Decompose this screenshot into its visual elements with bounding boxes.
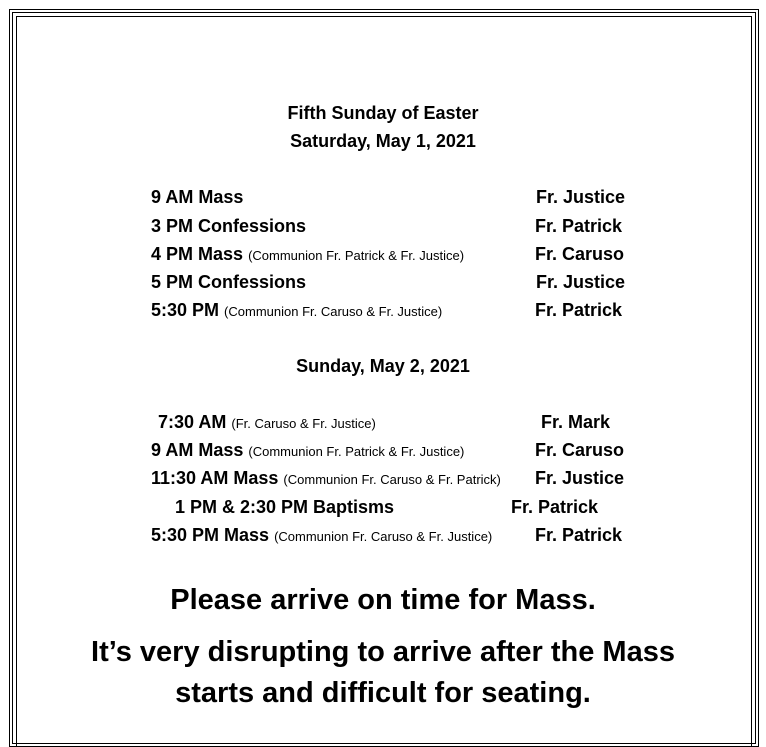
saturday-date-heading: Saturday, May 1, 2021	[290, 131, 476, 151]
saturday-row-1-priest: Fr. Justice	[536, 187, 626, 207]
saturday-row-4-time: 5 PM Confessions	[151, 272, 307, 292]
sunday-row-1-priest: Fr. Mark	[541, 412, 611, 432]
sunday-row-1-time: 7:30 AM (Fr. Caruso & Fr. Justice)	[158, 412, 376, 432]
saturday-row-5-priest: Fr. Patrick	[535, 300, 623, 320]
sunday-row-2-note: (Communion Fr. Patrick & Fr. Justice)	[248, 444, 465, 459]
sunday-date-heading: Sunday, May 2, 2021	[296, 356, 470, 376]
page-title: Fifth Sunday of Easter	[287, 103, 479, 123]
notice-line-3: starts and difficult for seating.	[175, 677, 591, 709]
sunday-row-5-priest: Fr. Patrick	[535, 525, 623, 545]
notice-line-1: Please arrive on time for Mass.	[170, 584, 596, 616]
saturday-row-4-priest: Fr. Justice	[536, 272, 626, 292]
notice-line-2: It’s very disrupting to arrive after the Mass	[91, 636, 675, 668]
sunday-row-3-note: (Communion Fr. Caruso & Fr. Patrick)	[283, 472, 501, 487]
sunday-row-3-priest: Fr. Justice	[535, 468, 625, 488]
saturday-row-1-time: 9 AM Mass	[151, 187, 244, 207]
sunday-row-2-priest: Fr. Caruso	[535, 440, 625, 460]
sunday-row-5-time: 5:30 PM Mass (Communion Fr. Caruso & Fr. Justice)	[151, 525, 493, 545]
saturday-row-2-time: 3 PM Confessions	[151, 216, 307, 236]
sunday-row-5-note: (Communion Fr. Caruso & Fr. Justice)	[274, 529, 493, 544]
sunday-row-3-time: 11:30 AM Mass (Communion Fr. Caruso & Fr. Patrick)	[151, 468, 501, 488]
saturday-row-5-time: 5:30 PM (Communion Fr. Caruso & Fr. Justice)	[151, 300, 443, 320]
saturday-row-2-priest: Fr. Patrick	[535, 216, 623, 236]
saturday-row-5-note: (Communion Fr. Caruso & Fr. Justice)	[224, 304, 443, 319]
saturday-row-3-note: (Communion Fr. Patrick & Fr. Justice)	[248, 248, 465, 263]
sunday-row-4-priest: Fr. Patrick	[511, 497, 599, 517]
saturday-row-3-time: 4 PM Mass (Communion Fr. Patrick & Fr. Justice)	[151, 244, 465, 264]
sunday-row-1-note: (Fr. Caruso & Fr. Justice)	[231, 416, 376, 431]
saturday-row-3-priest: Fr. Caruso	[535, 244, 625, 264]
sunday-row-2-time: 9 AM Mass (Communion Fr. Patrick & Fr. Justice)	[151, 440, 465, 460]
sunday-row-4-time: 1 PM & 2:30 PM Baptisms	[175, 497, 395, 517]
